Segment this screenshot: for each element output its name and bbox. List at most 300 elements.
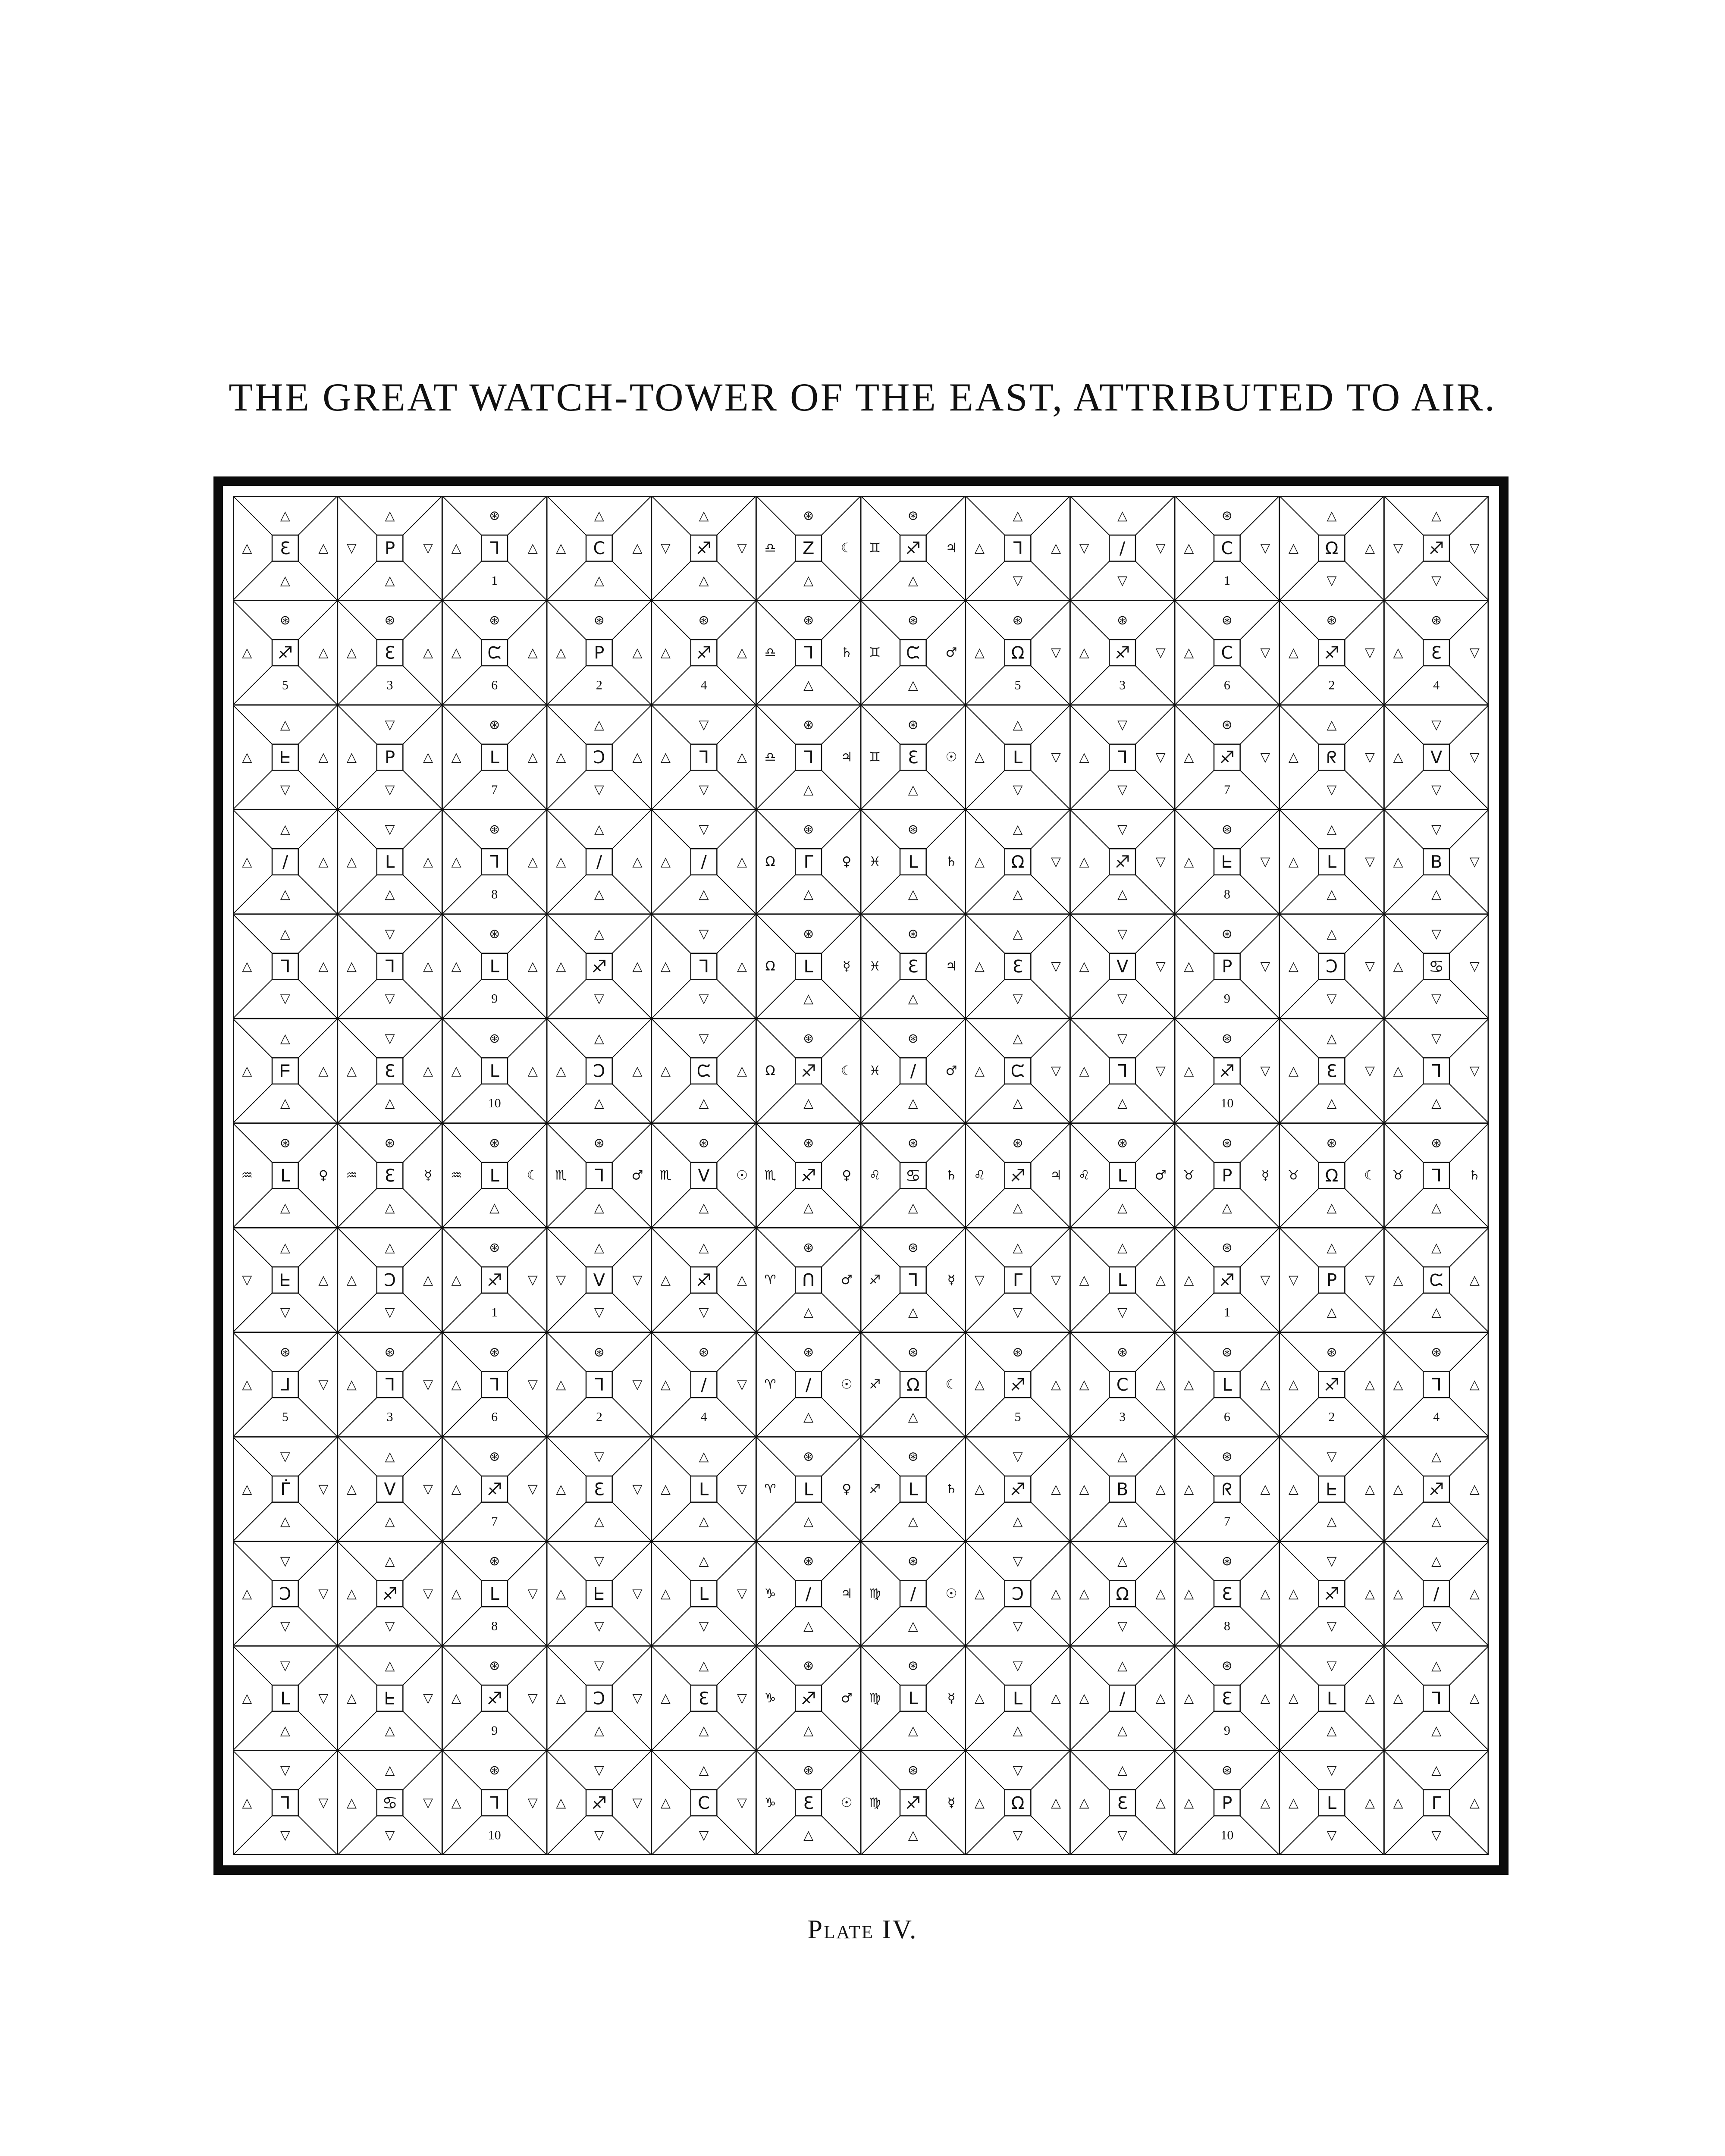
left-sign-glyph: △ — [242, 1481, 252, 1497]
right-sign-glyph: △ — [1365, 540, 1375, 556]
pyramid-edge — [1135, 1542, 1175, 1581]
pyramid-edge — [1345, 561, 1384, 601]
pyramid-edge — [403, 1751, 442, 1790]
pyramid-edge — [1240, 1332, 1280, 1372]
pyramid-edge — [966, 561, 1005, 601]
sephirah-number: 3 — [386, 678, 393, 693]
pyramid-edge — [1384, 600, 1423, 639]
sun-wheel-icon: ⊛ — [907, 1449, 919, 1464]
pyramid-edge — [1345, 914, 1384, 953]
element-triangle-icon: △ — [699, 1514, 709, 1529]
left-sign-glyph: Ω — [765, 1063, 775, 1079]
pyramid-edge — [1449, 1607, 1489, 1646]
element-triangle-icon: △ — [1431, 1723, 1442, 1738]
pyramid-edge — [442, 914, 481, 953]
pyramid-edge — [861, 1542, 900, 1581]
element-triangle-icon: △ — [908, 1827, 918, 1843]
pyramid-edge — [1031, 1398, 1070, 1437]
element-triangle-icon: △ — [699, 573, 709, 588]
left-sign-glyph: ♊ — [869, 645, 881, 661]
pyramid-edge — [1175, 1332, 1214, 1372]
pyramid-edge — [1384, 1188, 1423, 1228]
left-sign-glyph: Ω — [765, 854, 775, 870]
cell-letter: ᒣ — [1431, 1689, 1442, 1709]
right-sign-glyph: △ — [1260, 1690, 1270, 1706]
pyramid-edge — [1240, 1502, 1280, 1542]
cell-letter: B — [1116, 1479, 1129, 1500]
cell-letter: Γ — [803, 852, 813, 872]
cell-letter: L — [1327, 852, 1337, 872]
pyramid-edge — [338, 561, 377, 601]
pyramid-edge — [861, 875, 900, 914]
cell-letter: C — [593, 539, 605, 559]
left-sign-glyph: △ — [1079, 1690, 1089, 1706]
pyramid-edge — [298, 561, 338, 601]
cell-letter: / — [1119, 539, 1126, 559]
pyramid-edge — [1175, 979, 1214, 1018]
pyramid-edge — [1280, 496, 1319, 535]
pyramid-edge — [233, 1502, 272, 1542]
pyramid-edge — [612, 1816, 652, 1855]
pyramid-edge — [612, 1123, 652, 1163]
element-triangle-icon: △ — [280, 1031, 290, 1046]
pyramid-edge — [822, 914, 861, 953]
left-sign-glyph: △ — [1393, 1795, 1403, 1811]
right-sign-glyph: ▽ — [1469, 1063, 1480, 1079]
pyramid-edge — [1345, 1123, 1384, 1163]
pyramid-edge — [233, 1542, 272, 1581]
right-sign-glyph: △ — [632, 959, 643, 974]
pyramid-edge — [233, 1398, 272, 1437]
pyramid-edge — [403, 1646, 442, 1685]
right-sign-glyph: ▽ — [1260, 1272, 1270, 1288]
right-sign-glyph: ☉ — [841, 1377, 853, 1392]
cell-letter: ℇ — [1431, 643, 1442, 663]
pyramid-edge — [1280, 770, 1319, 809]
pyramid-edge — [1135, 1228, 1175, 1267]
sun-wheel-icon: ⊛ — [907, 1031, 919, 1046]
element-triangle-icon: ▽ — [1327, 991, 1337, 1006]
pyramid-edge — [717, 1293, 756, 1332]
right-sign-glyph: △ — [423, 854, 433, 870]
sephirah-number: 2 — [596, 1410, 602, 1424]
pyramid-edge — [612, 561, 652, 601]
sun-wheel-icon: ⊛ — [698, 1344, 709, 1360]
sun-wheel-icon: ⊛ — [489, 1240, 500, 1255]
sun-wheel-icon: ⊛ — [593, 613, 605, 628]
pyramid-edge — [338, 1123, 377, 1163]
cell-letter: C — [698, 1793, 710, 1813]
pyramid-edge — [1135, 1188, 1175, 1228]
right-sign-glyph: ▽ — [1155, 854, 1166, 870]
element-triangle-icon: △ — [699, 1200, 709, 1216]
right-sign-glyph: △ — [1469, 1586, 1480, 1601]
sun-wheel-icon: ⊛ — [489, 1031, 500, 1046]
pyramid-edge — [442, 561, 481, 601]
element-triangle-icon: ▽ — [1327, 1763, 1337, 1778]
right-sign-glyph: ▽ — [632, 1690, 643, 1706]
element-triangle-icon: △ — [803, 1305, 814, 1320]
pyramid-edge — [508, 666, 547, 705]
pyramid-edge — [926, 1228, 966, 1267]
cell-letter: ♐ — [382, 1584, 398, 1604]
cell-letter: L — [1222, 1375, 1232, 1395]
pyramid-edge — [926, 1437, 966, 1476]
right-sign-glyph: ♀ — [842, 1168, 852, 1183]
left-sign-glyph: ♊ — [869, 540, 881, 556]
cell-letter: ♐ — [696, 643, 712, 663]
right-sign-glyph: ☿ — [843, 959, 851, 974]
element-triangle-icon: ▽ — [1117, 717, 1128, 733]
pyramid-edge — [1070, 875, 1109, 914]
cell-letter: V — [593, 1270, 605, 1291]
right-sign-glyph: ☉ — [945, 1586, 957, 1601]
sephirah-number: 7 — [1223, 1514, 1230, 1529]
pyramid-edge — [1240, 1646, 1280, 1685]
pyramid-edge — [652, 1751, 691, 1790]
element-triangle-icon: ▽ — [280, 1449, 290, 1464]
pyramid-edge — [338, 1018, 377, 1058]
left-sign-glyph: △ — [346, 1795, 357, 1811]
pyramid-edge — [926, 1646, 966, 1685]
element-triangle-icon: ▽ — [1431, 821, 1442, 837]
cell-letter: ᖶ — [594, 1584, 605, 1604]
right-sign-glyph: ♂ — [631, 1168, 643, 1183]
right-sign-glyph: △ — [632, 540, 643, 556]
pyramid-edge — [1070, 1018, 1109, 1058]
left-sign-glyph: △ — [242, 959, 252, 974]
pyramid-edge — [1240, 561, 1280, 601]
pyramid-edge — [1070, 1084, 1109, 1123]
right-sign-glyph: △ — [737, 854, 747, 870]
cell-letter: ℇ — [1222, 1689, 1233, 1709]
element-triangle-icon: △ — [385, 1096, 395, 1111]
left-sign-glyph: △ — [660, 1272, 671, 1288]
pyramid-edge — [1070, 1542, 1109, 1581]
element-triangle-icon: △ — [280, 1514, 290, 1529]
right-sign-glyph: ▽ — [1469, 540, 1480, 556]
left-sign-glyph: △ — [974, 1377, 985, 1392]
pyramid-edge — [1449, 705, 1489, 744]
sephirah-number: 5 — [1014, 678, 1021, 693]
left-sign-glyph: △ — [660, 1377, 671, 1392]
pyramid-edge — [1070, 1123, 1109, 1163]
pyramid-edge — [442, 1018, 481, 1058]
element-triangle-icon: △ — [1013, 1514, 1023, 1529]
element-triangle-icon: △ — [280, 1723, 290, 1738]
left-sign-glyph: ♒ — [450, 1168, 462, 1183]
element-triangle-icon: △ — [803, 573, 814, 588]
sun-wheel-icon: ⊛ — [803, 1554, 814, 1569]
right-sign-glyph: △ — [423, 749, 433, 765]
right-sign-glyph: ▽ — [1260, 854, 1270, 870]
left-sign-glyph: △ — [1288, 1377, 1298, 1392]
right-sign-glyph: ▽ — [1260, 749, 1270, 765]
pyramid-edge — [233, 1711, 272, 1751]
right-sign-glyph: ▽ — [737, 1795, 747, 1811]
pyramid-edge — [1135, 1123, 1175, 1163]
right-sign-glyph: ♄ — [945, 1168, 957, 1183]
pyramid-edge — [926, 600, 966, 639]
left-sign-glyph: △ — [556, 1795, 566, 1811]
cell-letter: ᖶ — [280, 1270, 291, 1291]
pyramid-edge — [612, 1542, 652, 1581]
cell-letter: L — [280, 1689, 290, 1709]
pyramid-edge — [547, 1816, 586, 1855]
right-sign-glyph: ♂ — [841, 1272, 853, 1288]
sun-wheel-icon: ⊛ — [907, 613, 919, 628]
left-sign-glyph: △ — [346, 1481, 357, 1497]
pyramid-edge — [652, 705, 691, 744]
left-sign-glyph: ♓ — [869, 854, 881, 870]
left-sign-glyph: △ — [1184, 1795, 1194, 1811]
pyramid-edge — [1135, 1646, 1175, 1685]
pyramid-edge — [822, 1228, 861, 1267]
right-sign-glyph: ▽ — [737, 1586, 747, 1601]
cell-letter: ᙅ — [1011, 1061, 1025, 1081]
cell-letter: Ͻ — [593, 1689, 605, 1709]
pyramid-edge — [1175, 600, 1214, 639]
left-sign-glyph: △ — [556, 749, 566, 765]
pyramid-edge — [1384, 1018, 1423, 1058]
sun-wheel-icon: ⊛ — [803, 717, 814, 733]
cell-letter: ♐ — [1324, 643, 1339, 663]
pyramid-edge — [233, 1228, 272, 1267]
pyramid-edge — [822, 1018, 861, 1058]
sephirah-number: 10 — [1220, 1096, 1234, 1111]
cell-letter: ♋ — [382, 1793, 398, 1813]
element-triangle-icon: △ — [385, 508, 395, 523]
pyramid-edge — [1031, 705, 1070, 744]
pyramid-edge — [756, 1542, 795, 1581]
pyramid-edge — [442, 1711, 481, 1751]
pyramid-edge — [822, 1437, 861, 1476]
pyramid-edge — [861, 561, 900, 601]
left-sign-glyph: △ — [1288, 1063, 1298, 1079]
pyramid-edge — [298, 1332, 338, 1372]
sun-wheel-icon: ⊛ — [1221, 613, 1233, 628]
cell-letter: Ͻ — [593, 748, 605, 768]
right-sign-glyph: ▽ — [1365, 959, 1375, 974]
pyramid-edge — [1070, 1228, 1109, 1267]
pyramid-edge — [1240, 1018, 1280, 1058]
right-sign-glyph: ▽ — [527, 1377, 538, 1392]
pyramid-edge — [298, 1751, 338, 1790]
pyramid-edge — [756, 809, 795, 849]
pyramid-edge — [403, 1502, 442, 1542]
right-sign-glyph: ▽ — [632, 1377, 643, 1392]
left-sign-glyph: △ — [556, 1063, 566, 1079]
cell-letter: ♐ — [1219, 1061, 1235, 1081]
pyramid-edge — [612, 1646, 652, 1685]
cell-letter: ♐ — [696, 1270, 712, 1291]
pyramid-edge — [547, 1646, 586, 1685]
pyramid-edge — [966, 770, 1005, 809]
right-sign-glyph: ▽ — [737, 1377, 747, 1392]
right-sign-glyph: ▽ — [737, 540, 747, 556]
pyramid-edge — [233, 1646, 272, 1685]
left-sign-glyph: ♌ — [973, 1168, 985, 1183]
element-triangle-icon: △ — [803, 1096, 814, 1111]
pyramid-edge — [966, 1816, 1005, 1855]
pyramid-edge — [1240, 1228, 1280, 1267]
pyramid-edge — [1280, 1188, 1319, 1228]
pyramid-edge — [298, 979, 338, 1018]
right-sign-glyph: ☉ — [841, 1795, 853, 1811]
pyramid-edge — [926, 1502, 966, 1542]
cell-letter: ♐ — [1428, 1479, 1444, 1500]
element-triangle-icon: △ — [803, 782, 814, 797]
pyramid-edge — [1175, 1437, 1214, 1476]
cell-letter: ᒣ — [1117, 1061, 1128, 1081]
pyramid-edge — [756, 1228, 795, 1267]
element-triangle-icon: ▽ — [385, 991, 395, 1006]
pyramid-edge — [1135, 1607, 1175, 1646]
pyramid-edge — [1175, 561, 1214, 601]
sun-wheel-icon: ⊛ — [1221, 926, 1233, 942]
right-sign-glyph: △ — [737, 1063, 747, 1079]
cell-letter: ᑎ — [802, 1270, 815, 1291]
element-triangle-icon: △ — [908, 677, 918, 693]
right-sign-glyph: ▽ — [423, 1377, 433, 1392]
sun-wheel-icon: ⊛ — [907, 1763, 919, 1778]
pyramid-edge — [756, 561, 795, 601]
element-triangle-icon: △ — [1327, 1305, 1337, 1320]
left-sign-glyph: △ — [1393, 1690, 1403, 1706]
left-sign-glyph: ♎ — [764, 645, 776, 661]
pyramid-edge — [966, 914, 1005, 953]
cell-letter: ᒣ — [908, 1270, 919, 1291]
right-sign-glyph: △ — [423, 1272, 433, 1288]
pyramid-edge — [338, 1816, 377, 1855]
sephirah-number: 8 — [1223, 1619, 1230, 1633]
sephirah-number: 3 — [1119, 1410, 1126, 1424]
pyramid-edge — [508, 1123, 547, 1163]
sun-wheel-icon: ⊛ — [384, 1135, 395, 1151]
element-triangle-icon: ▽ — [1117, 821, 1128, 837]
pyramid-edge — [1135, 705, 1175, 744]
left-sign-glyph: ♎ — [764, 540, 776, 556]
cell-letter: ♐ — [1219, 1270, 1235, 1291]
right-sign-glyph: ▽ — [1155, 749, 1166, 765]
pyramid-edge — [966, 979, 1005, 1018]
pyramid-edge — [966, 1751, 1005, 1790]
pyramid-edge — [612, 1711, 652, 1751]
left-sign-glyph: ♈ — [764, 1377, 776, 1392]
cell-letter: ℇ — [384, 643, 395, 663]
pyramid-edge — [508, 1293, 547, 1332]
sephirah-number: 5 — [282, 1410, 289, 1424]
cell-letter: V — [698, 1166, 710, 1186]
element-triangle-icon: △ — [1431, 1763, 1442, 1778]
left-sign-glyph: △ — [346, 1063, 357, 1079]
pyramid-edge — [652, 1398, 691, 1437]
pyramid-edge — [1345, 1332, 1384, 1372]
element-triangle-icon: △ — [594, 573, 604, 588]
cell-letter: Ω — [1116, 1584, 1129, 1604]
pyramid-edge — [1280, 1607, 1319, 1646]
element-triangle-icon: △ — [908, 1409, 918, 1425]
sun-wheel-icon: ⊛ — [907, 1240, 919, 1255]
pyramid-edge — [1345, 875, 1384, 914]
sephirah-number: 4 — [1433, 1410, 1440, 1424]
element-triangle-icon: ▽ — [1117, 1827, 1128, 1843]
sephirah-number: 10 — [1220, 1828, 1234, 1843]
pyramid-edge — [717, 1332, 756, 1372]
left-sign-glyph: △ — [451, 645, 461, 661]
pyramid-edge — [612, 914, 652, 953]
pyramid-edge — [508, 600, 547, 639]
left-sign-glyph: △ — [660, 1586, 671, 1601]
pyramid-edge — [1345, 1816, 1384, 1855]
sun-wheel-icon: ⊛ — [698, 613, 709, 628]
left-sign-glyph: ▽ — [1393, 540, 1403, 556]
pyramid-edge — [717, 914, 756, 953]
sephirah-number: 4 — [700, 678, 707, 693]
element-triangle-icon: △ — [1327, 1096, 1337, 1111]
cell-letter: Ω — [906, 1375, 920, 1395]
pyramid-edge — [926, 1188, 966, 1228]
pyramid-edge — [338, 875, 377, 914]
pyramid-edge — [233, 1437, 272, 1476]
pyramid-edge — [233, 875, 272, 914]
right-sign-glyph: ☿ — [947, 1272, 956, 1288]
sun-wheel-icon: ⊛ — [1221, 1240, 1233, 1255]
element-triangle-icon: △ — [594, 887, 604, 902]
pyramid-edge — [547, 1751, 586, 1790]
pyramid-edge — [717, 809, 756, 849]
pyramid-edge — [756, 1751, 795, 1790]
pyramid-edge — [652, 1711, 691, 1751]
pyramid-edge — [1175, 1084, 1214, 1123]
pyramid-edge — [233, 600, 272, 639]
pyramid-edge — [1449, 1188, 1489, 1228]
cell-letter: P — [384, 748, 395, 768]
left-sign-glyph: △ — [1288, 540, 1298, 556]
pyramid-edge — [298, 914, 338, 953]
pyramid-edge — [442, 666, 481, 705]
pyramid-edge — [1280, 1437, 1319, 1476]
element-triangle-icon: △ — [280, 1200, 290, 1216]
sun-wheel-icon: ⊛ — [803, 1031, 814, 1046]
pyramid-edge — [652, 1018, 691, 1058]
left-sign-glyph: △ — [1184, 749, 1194, 765]
pyramid-edge — [403, 1293, 442, 1332]
pyramid-edge — [1031, 1123, 1070, 1163]
pyramid-edge — [442, 979, 481, 1018]
pyramid-edge — [1449, 1084, 1489, 1123]
pyramid-edge — [966, 875, 1005, 914]
right-sign-glyph: △ — [1260, 1795, 1270, 1811]
right-sign-glyph: ▽ — [527, 1690, 538, 1706]
left-sign-glyph: ▽ — [974, 1272, 985, 1288]
left-sign-glyph: △ — [451, 1586, 461, 1601]
sun-wheel-icon: ⊛ — [907, 1135, 919, 1151]
cell-letter: L — [1117, 1166, 1127, 1186]
pyramid-edge — [1175, 1607, 1214, 1646]
element-triangle-icon: ▽ — [594, 1554, 604, 1569]
pyramid-edge — [1070, 705, 1109, 744]
pyramid-edge — [717, 1542, 756, 1581]
right-sign-glyph: △ — [1051, 1795, 1061, 1811]
pyramid-edge — [1240, 1437, 1280, 1476]
pyramid-edge — [1345, 1293, 1384, 1332]
right-sign-glyph: ☾ — [527, 1168, 539, 1183]
pyramid-edge — [1280, 914, 1319, 953]
pyramid-edge — [1449, 1751, 1489, 1790]
pyramid-edge — [612, 809, 652, 849]
pyramid-edge — [926, 705, 966, 744]
